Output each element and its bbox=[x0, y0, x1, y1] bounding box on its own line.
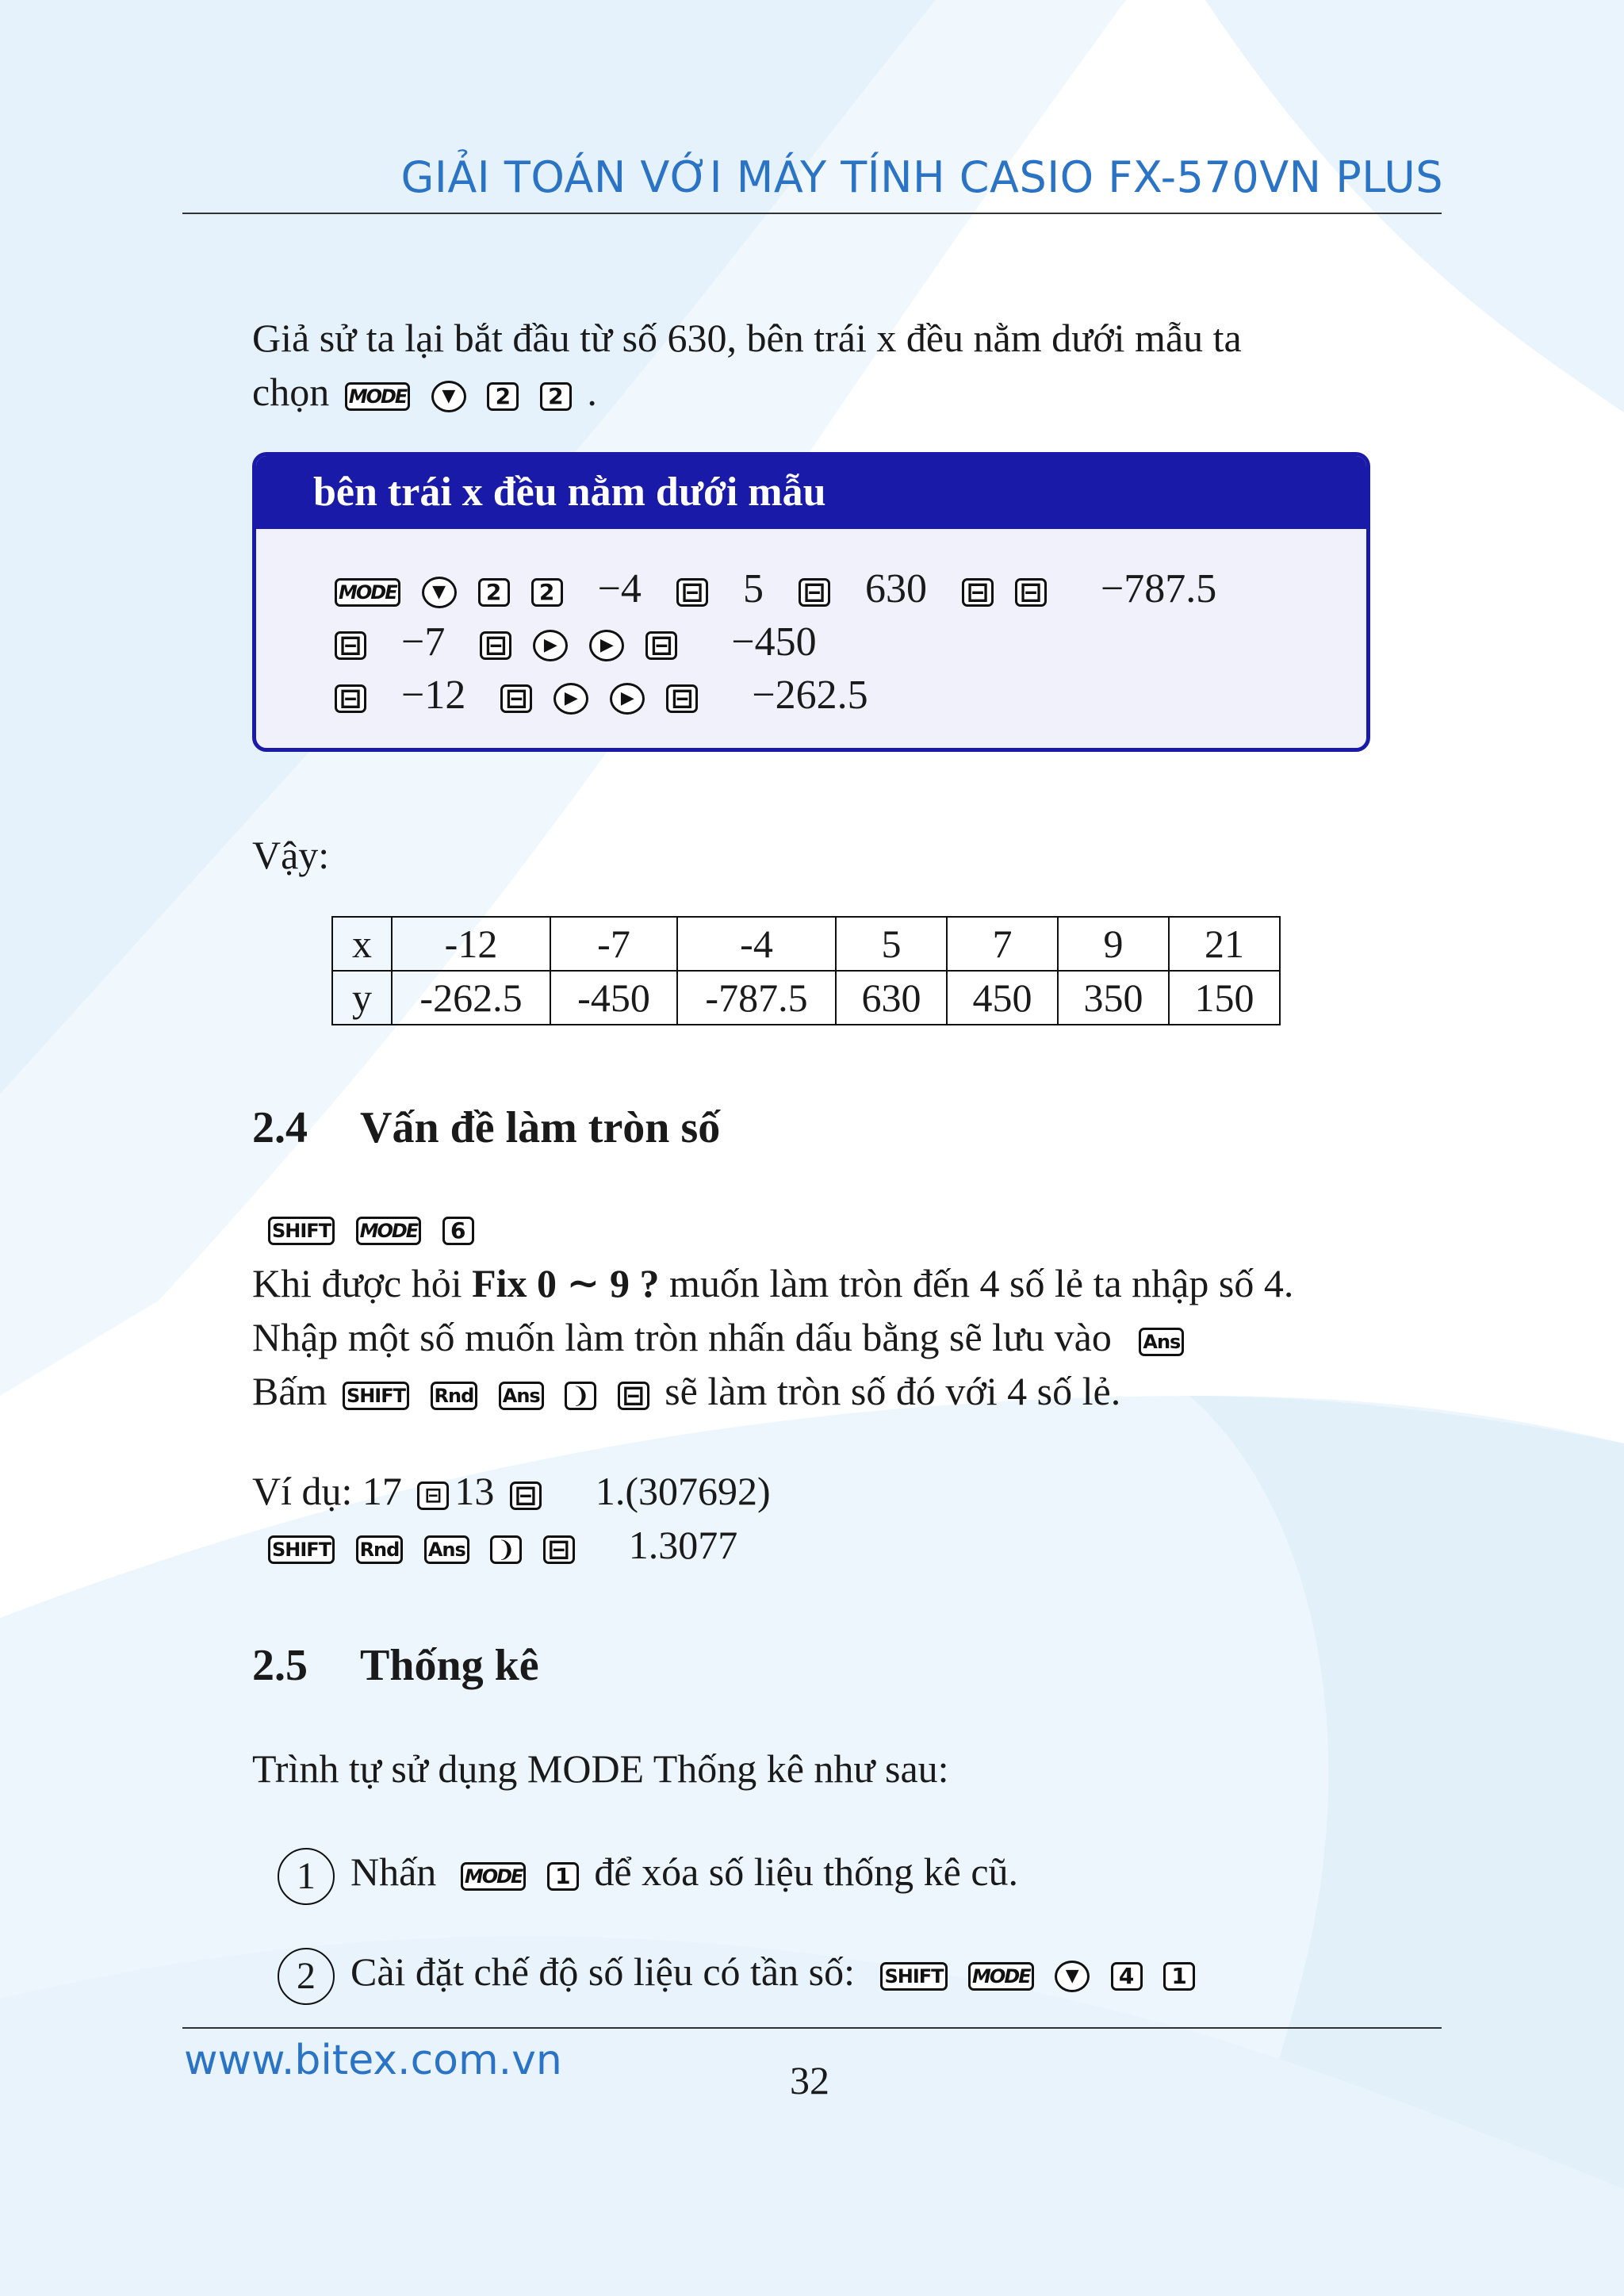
rnd-key-icon: Rnd bbox=[431, 1382, 478, 1410]
down-arrow-key-icon: ▼ bbox=[422, 577, 457, 608]
footer-rule bbox=[182, 2027, 1442, 2029]
section-2-4-heading bbox=[252, 1102, 720, 1153]
mode-key-icon: MODE bbox=[335, 578, 400, 607]
down-arrow-key-icon: ▼ bbox=[1055, 1961, 1090, 1992]
equals-key-icon: ⊟ bbox=[1015, 578, 1047, 607]
equals-key-icon: ⊟ bbox=[666, 684, 698, 713]
mode-key-icon: MODE bbox=[461, 1862, 527, 1891]
instruction-row-1 bbox=[329, 564, 1216, 615]
row1-value-1: −4 bbox=[597, 566, 642, 611]
shift-key-icon: SHIFT bbox=[268, 1535, 335, 1564]
equals-key-icon: ⊟ bbox=[500, 684, 532, 713]
shift-key-icon: SHIFT bbox=[343, 1382, 409, 1410]
digit-4-key-icon: 4 bbox=[1111, 1962, 1143, 1991]
digit-1-key-icon: 1 bbox=[1163, 1962, 1195, 1991]
header-title: GIẢI TOÁN VỚI MÁY TÍNH CASIO FX-570VN PLUS bbox=[400, 152, 1443, 202]
intro-line-2-suffix: . bbox=[587, 370, 597, 414]
section-2-4-line-2: Nhập một số muốn làm tròn nhấn dấu bằng sẽ lưu vào Ans bbox=[252, 1310, 1189, 1364]
instruction-row-2 bbox=[329, 617, 817, 668]
shift-key-icon: SHIFT bbox=[268, 1217, 335, 1245]
row1-result: −787.5 bbox=[1100, 566, 1217, 611]
section-2-5-intro: Trình tự sử dụng MODE Thống kê như sau: bbox=[252, 1746, 949, 1791]
example-line-2 bbox=[252, 1518, 737, 1572]
conclusion-label: Vậy: bbox=[252, 833, 330, 877]
table-cell: 450 bbox=[947, 971, 1058, 1025]
right-arrow-key-icon: ▶ bbox=[533, 630, 568, 661]
example-result-1: 1.(307692) bbox=[595, 1469, 771, 1513]
step-1-number: 1 bbox=[278, 1848, 335, 1905]
row3-value-1: −12 bbox=[401, 673, 466, 718]
digit-2-key-icon: 2 bbox=[478, 578, 510, 607]
mode-key-icon: MODE bbox=[356, 1217, 422, 1245]
intro-line-2 bbox=[252, 365, 597, 419]
table-cell: -262.5 bbox=[392, 971, 550, 1025]
equals-key-icon: ⊟ bbox=[480, 631, 511, 660]
equals-key-icon: ⊟ bbox=[335, 631, 366, 660]
section-2-4-title: Vấn đề làm tròn số bbox=[360, 1103, 721, 1152]
table-cell: 9 bbox=[1058, 917, 1169, 971]
row3-result: −262.5 bbox=[752, 673, 868, 718]
table-header-y: y bbox=[332, 971, 392, 1025]
fraction-key-icon: ⊟ bbox=[417, 1481, 449, 1510]
table-row-y bbox=[332, 971, 1280, 1025]
table-cell: 630 bbox=[836, 971, 947, 1025]
right-arrow-key-icon: ▶ bbox=[553, 683, 588, 715]
xy-values-table bbox=[331, 916, 1281, 1025]
equals-key-icon: ⊟ bbox=[799, 578, 830, 607]
section-2-5-title: Thống kê bbox=[360, 1641, 539, 1690]
table-cell: -12 bbox=[392, 917, 550, 971]
row2-result: −450 bbox=[731, 619, 817, 665]
shift-key-icon: SHIFT bbox=[880, 1962, 947, 1991]
digit-2-key-icon: 2 bbox=[531, 578, 563, 607]
table-cell: -4 bbox=[677, 917, 836, 971]
section-2-5-number: 2.5 bbox=[252, 1641, 308, 1690]
ans-key-icon: Ans bbox=[424, 1535, 469, 1564]
equals-key-icon: ⊟ bbox=[962, 578, 994, 607]
down-arrow-key-icon: ▼ bbox=[431, 381, 466, 412]
section-2-4-line-1: Khi được hỏi Fix 0 ∼ 9 ? muốn làm tròn đến 4 số lẻ ta nhập số 4. bbox=[252, 1261, 1294, 1305]
digit-1-key-icon: 1 bbox=[547, 1862, 579, 1891]
equals-key-icon: ⊟ bbox=[543, 1535, 575, 1564]
equals-key-icon: ⊟ bbox=[645, 631, 677, 660]
rnd-key-icon: Rnd bbox=[356, 1535, 404, 1564]
close-paren-key-icon: ❩ bbox=[490, 1535, 522, 1564]
table-header-x: x bbox=[332, 917, 392, 971]
example-result-2: 1.3077 bbox=[628, 1523, 738, 1567]
table-cell: 7 bbox=[947, 917, 1058, 971]
table-cell: 350 bbox=[1058, 971, 1169, 1025]
right-arrow-key-icon: ▶ bbox=[610, 683, 645, 715]
section-2-5-heading bbox=[252, 1640, 539, 1691]
equals-key-icon: ⊟ bbox=[335, 684, 366, 713]
table-cell: 5 bbox=[836, 917, 947, 971]
table-cell: 21 bbox=[1169, 917, 1280, 971]
digit-6-key-icon: 6 bbox=[442, 1217, 474, 1245]
ans-key-icon: Ans bbox=[499, 1382, 544, 1410]
mode-key-icon: MODE bbox=[968, 1962, 1034, 1991]
example-line-1: Ví dụ: 17 ⊟ 13 ⊟ 1.(307692) bbox=[252, 1469, 771, 1513]
table-row-x bbox=[332, 917, 1280, 971]
fix-prompt: Fix 0 ∼ 9 ? bbox=[472, 1261, 660, 1305]
equals-key-icon: ⊟ bbox=[510, 1481, 542, 1510]
table-cell: -7 bbox=[550, 917, 677, 971]
page-number: 32 bbox=[790, 2058, 829, 2102]
table-cell: -450 bbox=[550, 971, 677, 1025]
right-arrow-key-icon: ▶ bbox=[589, 630, 624, 661]
row1-value-2: 5 bbox=[742, 566, 764, 611]
intro-line-2-prefix: chọn bbox=[252, 370, 330, 414]
table-cell: 150 bbox=[1169, 971, 1280, 1025]
equals-key-icon: ⊟ bbox=[618, 1382, 649, 1410]
close-paren-key-icon: ❩ bbox=[565, 1382, 596, 1410]
ans-key-icon: Ans bbox=[1139, 1328, 1184, 1356]
step-2-number: 2 bbox=[278, 1948, 335, 2005]
instruction-box-title: bên trái x đều nằm dưới mẫu bbox=[256, 456, 1366, 529]
table-cell: -787.5 bbox=[677, 971, 836, 1025]
instruction-box bbox=[252, 452, 1370, 752]
step-2: 2 Cài đặt chế độ số liệu có tần số: SHIFT MODE ▼ 4 1 bbox=[278, 1945, 1201, 2005]
row1-value-3: 630 bbox=[864, 566, 927, 611]
digit-2-key-icon: 2 bbox=[487, 382, 519, 411]
footer-website-link[interactable]: www.bitex.com.vn bbox=[184, 2037, 562, 2084]
digit-2-key-icon: 2 bbox=[540, 382, 572, 411]
section-2-4-number: 2.4 bbox=[252, 1103, 308, 1152]
intro-line-1: Giả sử ta lại bắt đầu từ số 630, bên trái x đều nằm dưới mẫu ta bbox=[252, 316, 1242, 360]
mode-key-icon: MODE bbox=[345, 382, 411, 411]
fix-key-sequence bbox=[252, 1199, 480, 1253]
row2-value-1: −7 bbox=[401, 619, 446, 665]
header-rule bbox=[182, 213, 1442, 214]
step-1: 1 Nhấn MODE 1 để xóa số liệu thống kê cũ. bbox=[278, 1845, 1018, 1905]
section-2-4-line-3: Bấm SHIFT Rnd Ans ❩ ⊟ sẽ làm tròn số đó với 4 số lẻ. bbox=[252, 1369, 1121, 1413]
equals-key-icon: ⊟ bbox=[676, 578, 708, 607]
instruction-row-3 bbox=[329, 670, 868, 721]
